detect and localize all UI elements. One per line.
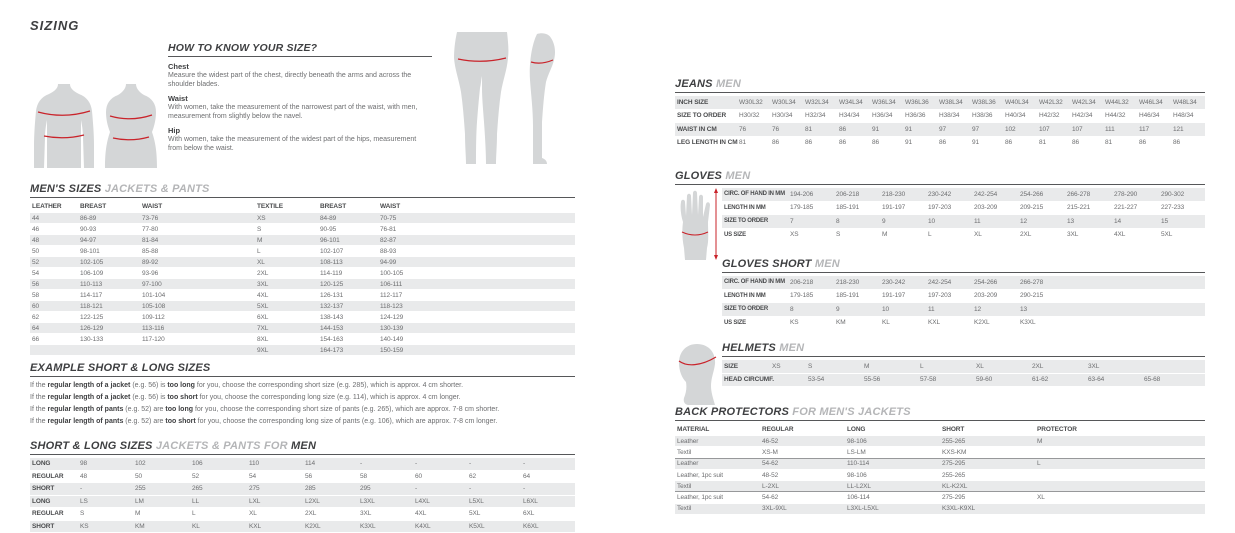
- measure-term: Waist: [168, 94, 188, 104]
- female-torso-silhouette: [105, 84, 157, 168]
- table-row: Leather, 1pc suit 48-52 98-106 255-265: [675, 469, 1205, 480]
- table-row: Leather 46-52 98-106 255-265 M: [675, 436, 1205, 447]
- section-gloves-short: [722, 258, 1205, 330]
- section-jeans: [675, 78, 1205, 150]
- table-row: Textil L-2XL LL-L2XL KL-K2XL: [675, 481, 1205, 492]
- table-row: 50 98-101 85-88 L 102-107 88-93: [30, 246, 575, 257]
- table-row: 44 86-89 73-76 XS 84-89 70-75: [30, 213, 575, 224]
- measure-description: Measure the widest part of the chest, directly beneath the arms and across the shoulder blades.: [168, 72, 412, 88]
- table-row: WAIST IN CM 76 76 81 86 91 91 97 97 102 107 107 111 117 121: [675, 123, 1205, 137]
- table-row: US SIZE KS KM KL KXL K2XL K3XL: [722, 316, 1205, 330]
- table-header-row: LEATHER BREAST WAIST TEXTILE BREAST WAIST: [30, 201, 575, 213]
- table-row: LONG LS LM LL LXL L2XL L3XL L4XL L5XL L6XL: [30, 495, 575, 508]
- measure-description: With women, take the measurement of the widest part of the hips, measurement from below the waist.: [168, 136, 417, 152]
- section-back-protectors: [675, 406, 1205, 515]
- example-line: If the regular length of a jacket (e.g. 56) is too long for you, choose the corresponding short size (e.g. 285), which is approx. 4 cm shorter.: [30, 382, 464, 389]
- table-row: 66 130-133 117-120 8XL 154-163 140-149: [30, 334, 575, 345]
- table-row: Leather 54-62 110-114 275-295 L: [675, 458, 1205, 469]
- glove-length-arrow: [714, 188, 718, 260]
- helmets-table: [722, 360, 1205, 387]
- back-protectors-title: BACK PROTECTORS FOR MEN'S JACKETS: [675, 406, 1205, 421]
- table-row: SIZE TO ORDER 7 8 9 10 11 12 13 14 15: [722, 215, 1205, 229]
- table-row: 54 106-109 93-96 2XL 114-119 100-105: [30, 268, 575, 279]
- table-row: SIZE TO ORDER H30/32 H30/34 H32/34 H34/34 H36/34 H36/36 H38/34 H38/36 H40/34 H42/32 H42/34 H44/32 H46/34 H48/34: [675, 109, 1205, 123]
- table-row: 9XL 164-173 150-159: [30, 345, 575, 356]
- table-row: Leather, 1pc suit 54-62 106-114 275-295 XL: [675, 492, 1205, 503]
- table-row: 64 126-129 113-116 7XL 144-153 130-139: [30, 323, 575, 334]
- table-header-row: MATERIAL REGULAR LONG SHORT PROTECTOR: [675, 424, 1205, 436]
- example-line: If the regular length of pants (e.g. 52) are too short for you, choose the corresponding long size of pants (e.g. 106), which are approx. 7-8 cm longer.: [30, 418, 498, 425]
- table-row: LENGTH IN MM 179-185 185-191 191-197 197-203 203-209 209-215 215-221 221-227 227-233: [722, 201, 1205, 215]
- page-title: SIZING: [30, 18, 80, 33]
- male-torso-silhouette: [34, 84, 94, 168]
- back-protectors-table: [675, 424, 1205, 515]
- glove-measure-icon: [675, 186, 721, 262]
- helmets-title: HELMETS MEN: [722, 342, 1205, 357]
- gloves-short-table: [722, 276, 1205, 330]
- right-page: [675, 0, 1205, 533]
- short-long-title: SHORT & LONG SIZES JACKETS & PANTS FOR MEN: [30, 440, 575, 455]
- measure-description: With women, take the measurement of the narrowest part of the waist, with men, measurement from slightly below the navel.: [168, 104, 418, 120]
- measure-term: Chest: [168, 62, 189, 71]
- table-row: SIZE XS S M L XL 2XL 3XL: [722, 360, 1205, 373]
- table-row: REGULAR S M L XL 2XL 3XL 4XL 5XL 6XL: [30, 508, 575, 521]
- table-row: LONG 98 102 106 110 114 - - - -: [30, 458, 575, 470]
- table-row: LEG LENGTH IN CM 81 86 86 86 86 91 86 91 86 81 86 81 86 86: [675, 136, 1205, 150]
- table-row: Textil XS-M LS-LM KXS-KM: [675, 447, 1205, 458]
- jeans-title: JEANS MEN: [675, 78, 1205, 93]
- gloves-table: [722, 188, 1205, 242]
- table-row: US SIZE XS S M L XL 2XL 3XL 4XL 5XL: [722, 228, 1205, 242]
- example-line: If the regular length of a jacket (e.g. 56) is too short for you, choose the corresponding long size (e.g. 114), which is approx. 4 cm longer.: [30, 394, 461, 401]
- example-lines: [30, 380, 575, 428]
- helmet-measure-icon: [675, 342, 719, 406]
- jeans-table: [675, 96, 1205, 150]
- table-row: LENGTH IN MM 179-185 185-191 191-197 197-203 203-209 290-215: [722, 289, 1205, 303]
- table-row: 52 102-105 89-92 XL 108-113 94-99: [30, 257, 575, 268]
- table-row: SHORT KS KM KL KXL K2XL K3XL K4XL K5XL K6XL: [30, 520, 575, 533]
- gloves-short-title: GLOVES SHORT MEN: [722, 258, 1205, 273]
- example-line: If the regular length of pants (e.g. 52) are too long for you, choose the corresponding short size of pants (e.g. 265), which are approx. 7-8 cm shorter.: [30, 406, 500, 413]
- table-row: 58 114-117 101-104 4XL 126-131 112-117: [30, 290, 575, 301]
- short-long-table: [30, 458, 575, 533]
- gloves-title: GLOVES MEN: [675, 170, 1205, 185]
- legs-front-silhouette: [454, 32, 508, 164]
- table-row: 48 94-97 81-84 M 96-101 82-87: [30, 235, 575, 246]
- torso-diagrams: [32, 82, 162, 168]
- legs-silhouettes: [450, 32, 560, 169]
- measure-term: Hip: [168, 126, 181, 136]
- section-how-to: [168, 42, 432, 154]
- legs-side-silhouette: [530, 33, 555, 164]
- section-short-long: [30, 440, 575, 533]
- mens-sizes-table: [30, 201, 575, 356]
- table-row: CIRC. OF HAND IN MM 206-218 218-230 230-242 242-254 254-266 266-278: [722, 276, 1205, 289]
- table-row: INCH SIZE W30L32 W30L34 W32L34 W34L34 W36L34 W36L36 W38L34 W38L36 W40L34 W42L32 W42L34 W44L32 W46L34 W48L34: [675, 96, 1205, 109]
- table-row: 56 110-113 97-100 3XL 120-125 106-111: [30, 279, 575, 290]
- table-row: SHORT - 255 265 275 285 295 - - -: [30, 483, 575, 496]
- section-gloves: [675, 170, 1205, 242]
- torso-silhouettes: [32, 82, 162, 168]
- how-to-title: HOW TO KNOW YOUR SIZE?: [168, 42, 432, 57]
- legs-diagrams: [450, 32, 560, 169]
- example-title: EXAMPLE SHORT & LONG SIZES: [30, 362, 575, 377]
- table-row: 60 118-121 105-108 5XL 132-137 118-123: [30, 301, 575, 312]
- table-row: 62 122-125 109-112 6XL 138-143 124-129: [30, 312, 575, 323]
- table-row: REGULAR 48 50 52 54 56 58 60 62 64: [30, 470, 575, 483]
- mens-sizes-title: MEN'S SIZES JACKETS & PANTS: [30, 183, 575, 198]
- left-page: [30, 0, 575, 533]
- table-row: HEAD CIRCUMF. 53-54 55-56 57-58 59-60 61-62 63-64 65-68: [722, 373, 1205, 387]
- section-mens-sizes: [30, 183, 575, 356]
- table-row: SIZE TO ORDER 8 9 10 11 12 13: [722, 303, 1205, 317]
- table-row: 46 90-93 77-80 S 90-95 76-81: [30, 224, 575, 235]
- table-row: CIRC. OF HAND IN MM 194-206 206-218 218-230 230-242 242-254 254-266 266-278 278-290 290-302: [722, 188, 1205, 201]
- how-to-items: [168, 62, 432, 154]
- section-example: [30, 362, 575, 428]
- section-helmets: [675, 342, 1205, 387]
- table-row: Textil 3XL-9XL L3XL-L5XL K3XL-K9XL: [675, 503, 1205, 514]
